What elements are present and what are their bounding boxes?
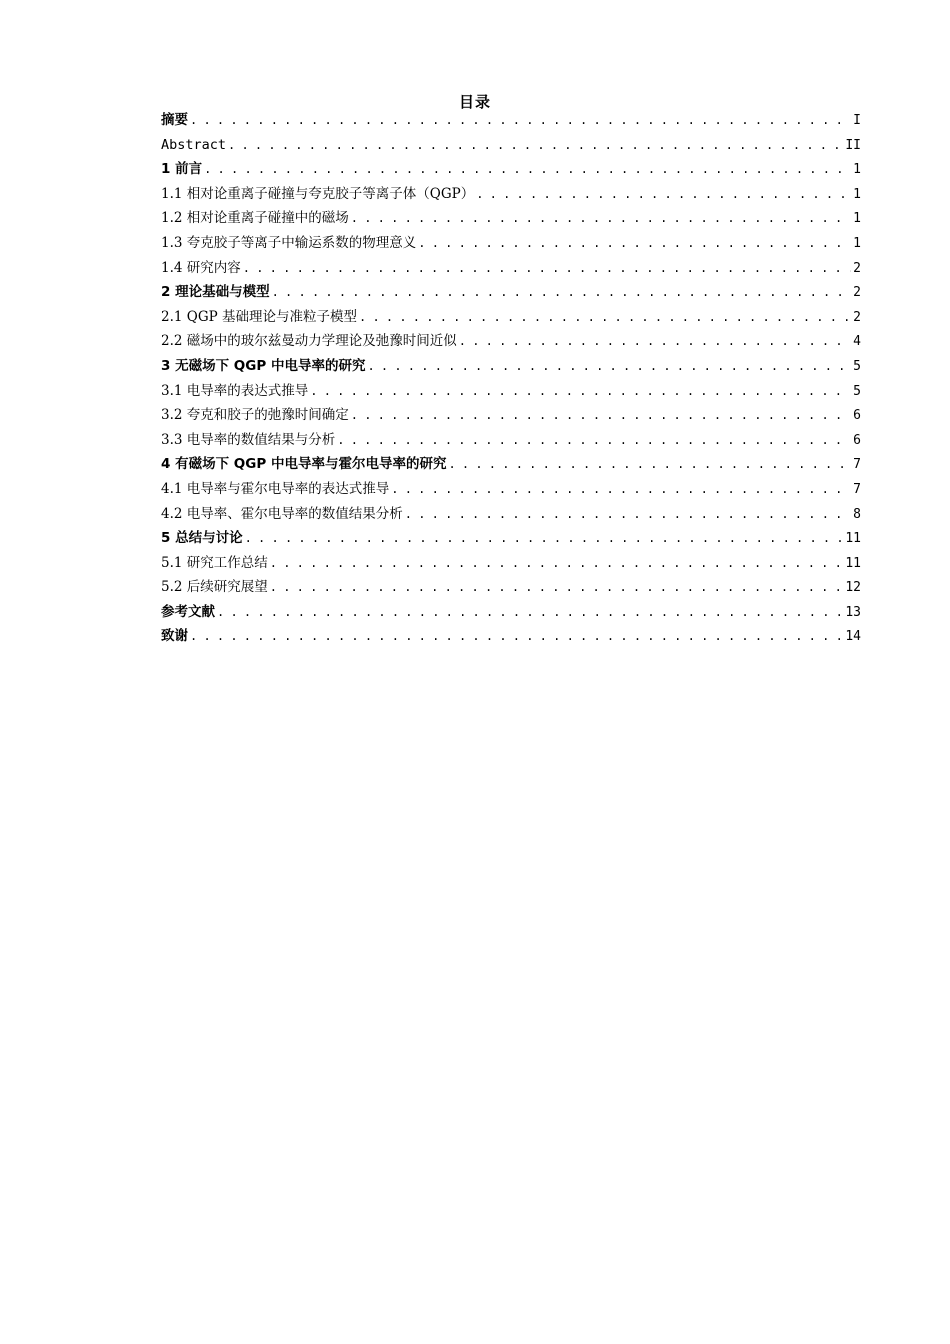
toc-entry[interactable] <box>161 206 861 231</box>
toc-page-number: 12 <box>845 580 861 596</box>
toc-page-number: 7 <box>853 481 861 497</box>
toc-entry[interactable] <box>161 379 861 404</box>
toc-entry[interactable] <box>161 428 861 453</box>
toc-entry-text: 致谢 <box>161 628 188 645</box>
toc-page-number: 2 <box>853 285 861 301</box>
toc-dot-leader <box>459 329 851 354</box>
toc-page-number: 5 <box>853 383 861 399</box>
table-of-contents <box>161 108 861 649</box>
toc-dot-leader <box>228 133 843 158</box>
toc-entry[interactable] <box>161 600 861 625</box>
toc-entry[interactable] <box>161 133 861 158</box>
toc-entry[interactable] <box>161 182 861 207</box>
toc-entry-text: 1.2 相对论重离子碰撞中的磁场 <box>161 210 349 227</box>
toc-page-number: 1 <box>853 162 861 178</box>
toc-entry-text: 5.1 研究工作总结 <box>161 554 268 571</box>
toc-page-number: 6 <box>853 432 861 448</box>
toc-entry-text: Abstract <box>161 136 227 153</box>
toc-dot-leader <box>351 206 851 231</box>
toc-dot-leader <box>190 108 851 133</box>
toc-page-number: 6 <box>853 408 861 424</box>
toc-entry[interactable] <box>161 575 861 600</box>
toc-entry-text: 5 总结与讨论 <box>161 530 243 547</box>
toc-entry[interactable] <box>161 624 861 649</box>
toc-entry[interactable] <box>161 354 861 379</box>
toc-entry-text: 3.2 夸克和胶子的弛豫时间确定 <box>161 407 349 424</box>
toc-dot-leader <box>405 502 851 527</box>
toc-dot-leader <box>418 231 851 256</box>
toc-dot-leader <box>190 624 843 649</box>
toc-entry-text: 4.1 电导率与霍尔电导率的表达式推导 <box>161 480 390 497</box>
toc-title: 目录 <box>458 93 491 111</box>
toc-entry[interactable] <box>161 551 861 576</box>
toc-entry[interactable] <box>161 231 861 256</box>
toc-entry-text: 2 理论基础与模型 <box>161 284 270 301</box>
toc-dot-leader <box>245 526 844 551</box>
toc-entry-text: 参考文献 <box>161 603 215 620</box>
toc-page-number: 14 <box>845 629 861 645</box>
toc-entry[interactable] <box>161 526 861 551</box>
toc-page-number: 2 <box>853 309 861 325</box>
toc-page-number: 11 <box>845 555 861 571</box>
toc-dot-leader <box>310 379 851 404</box>
toc-entry[interactable] <box>161 329 861 354</box>
toc-dot-leader <box>217 600 843 625</box>
toc-entry-text: 1.4 研究内容 <box>161 259 241 276</box>
toc-entry[interactable] <box>161 108 861 133</box>
toc-page-number: 1 <box>853 235 861 251</box>
toc-entry-text: 3.3 电导率的数值结果与分析 <box>161 431 336 448</box>
toc-dot-leader <box>337 428 851 453</box>
toc-entry[interactable] <box>161 157 861 182</box>
toc-dot-leader <box>448 452 851 477</box>
toc-entry-text: 4 有磁场下 QGP 中电导率与霍尔电导率的研究 <box>161 456 447 473</box>
toc-page-number: II <box>845 137 861 153</box>
toc-entry-text: 5.2 后续研究展望 <box>161 579 268 596</box>
toc-entry-text: 1 前言 <box>161 161 203 178</box>
toc-page-number: 8 <box>853 506 861 522</box>
toc-page-number: 13 <box>845 604 861 620</box>
toc-entry[interactable] <box>161 280 861 305</box>
toc-page-number: 7 <box>853 457 861 473</box>
toc-page-number: 1 <box>853 186 861 202</box>
toc-page-number: 2 <box>853 260 861 276</box>
toc-entry-text: 2.2 磁场中的玻尔兹曼动力学理论及弛豫时间近似 <box>161 333 457 350</box>
toc-dot-leader <box>476 182 851 207</box>
toc-entry[interactable] <box>161 502 861 527</box>
toc-entry-text: 3 无磁场下 QGP 中电导率的研究 <box>161 357 366 374</box>
toc-entry[interactable] <box>161 452 861 477</box>
toc-entry-text: 1.3 夸克胶子等离子中输运系数的物理意义 <box>161 234 417 251</box>
toc-dot-leader <box>270 551 844 576</box>
toc-dot-leader <box>351 403 851 428</box>
toc-entry[interactable] <box>161 477 861 502</box>
toc-page-number: 1 <box>853 211 861 227</box>
toc-dot-leader <box>243 256 851 281</box>
toc-page-number: 4 <box>853 334 861 350</box>
toc-entry-text: 3.1 电导率的表达式推导 <box>161 382 309 399</box>
toc-page-number: I <box>853 113 861 128</box>
toc-page-number: 11 <box>845 531 861 547</box>
toc-dot-leader <box>359 305 851 330</box>
toc-dot-leader <box>391 477 851 502</box>
toc-entry-text: 1.1 相对论重离子碰撞与夸克胶子等离子体（QGP） <box>161 185 475 202</box>
toc-dot-leader <box>204 157 851 182</box>
toc-page-number: 5 <box>853 358 861 374</box>
toc-entry[interactable] <box>161 403 861 428</box>
toc-entry[interactable] <box>161 305 861 330</box>
toc-dot-leader <box>367 354 851 379</box>
toc-dot-leader <box>272 280 852 305</box>
toc-dot-leader <box>270 575 844 600</box>
toc-entry[interactable] <box>161 256 861 281</box>
toc-entry-text: 2.1 QGP 基础理论与准粒子模型 <box>161 308 357 325</box>
toc-entry-text: 4.2 电导率、霍尔电导率的数值结果分析 <box>161 505 403 522</box>
toc-entry-text: 摘要 <box>161 112 188 128</box>
